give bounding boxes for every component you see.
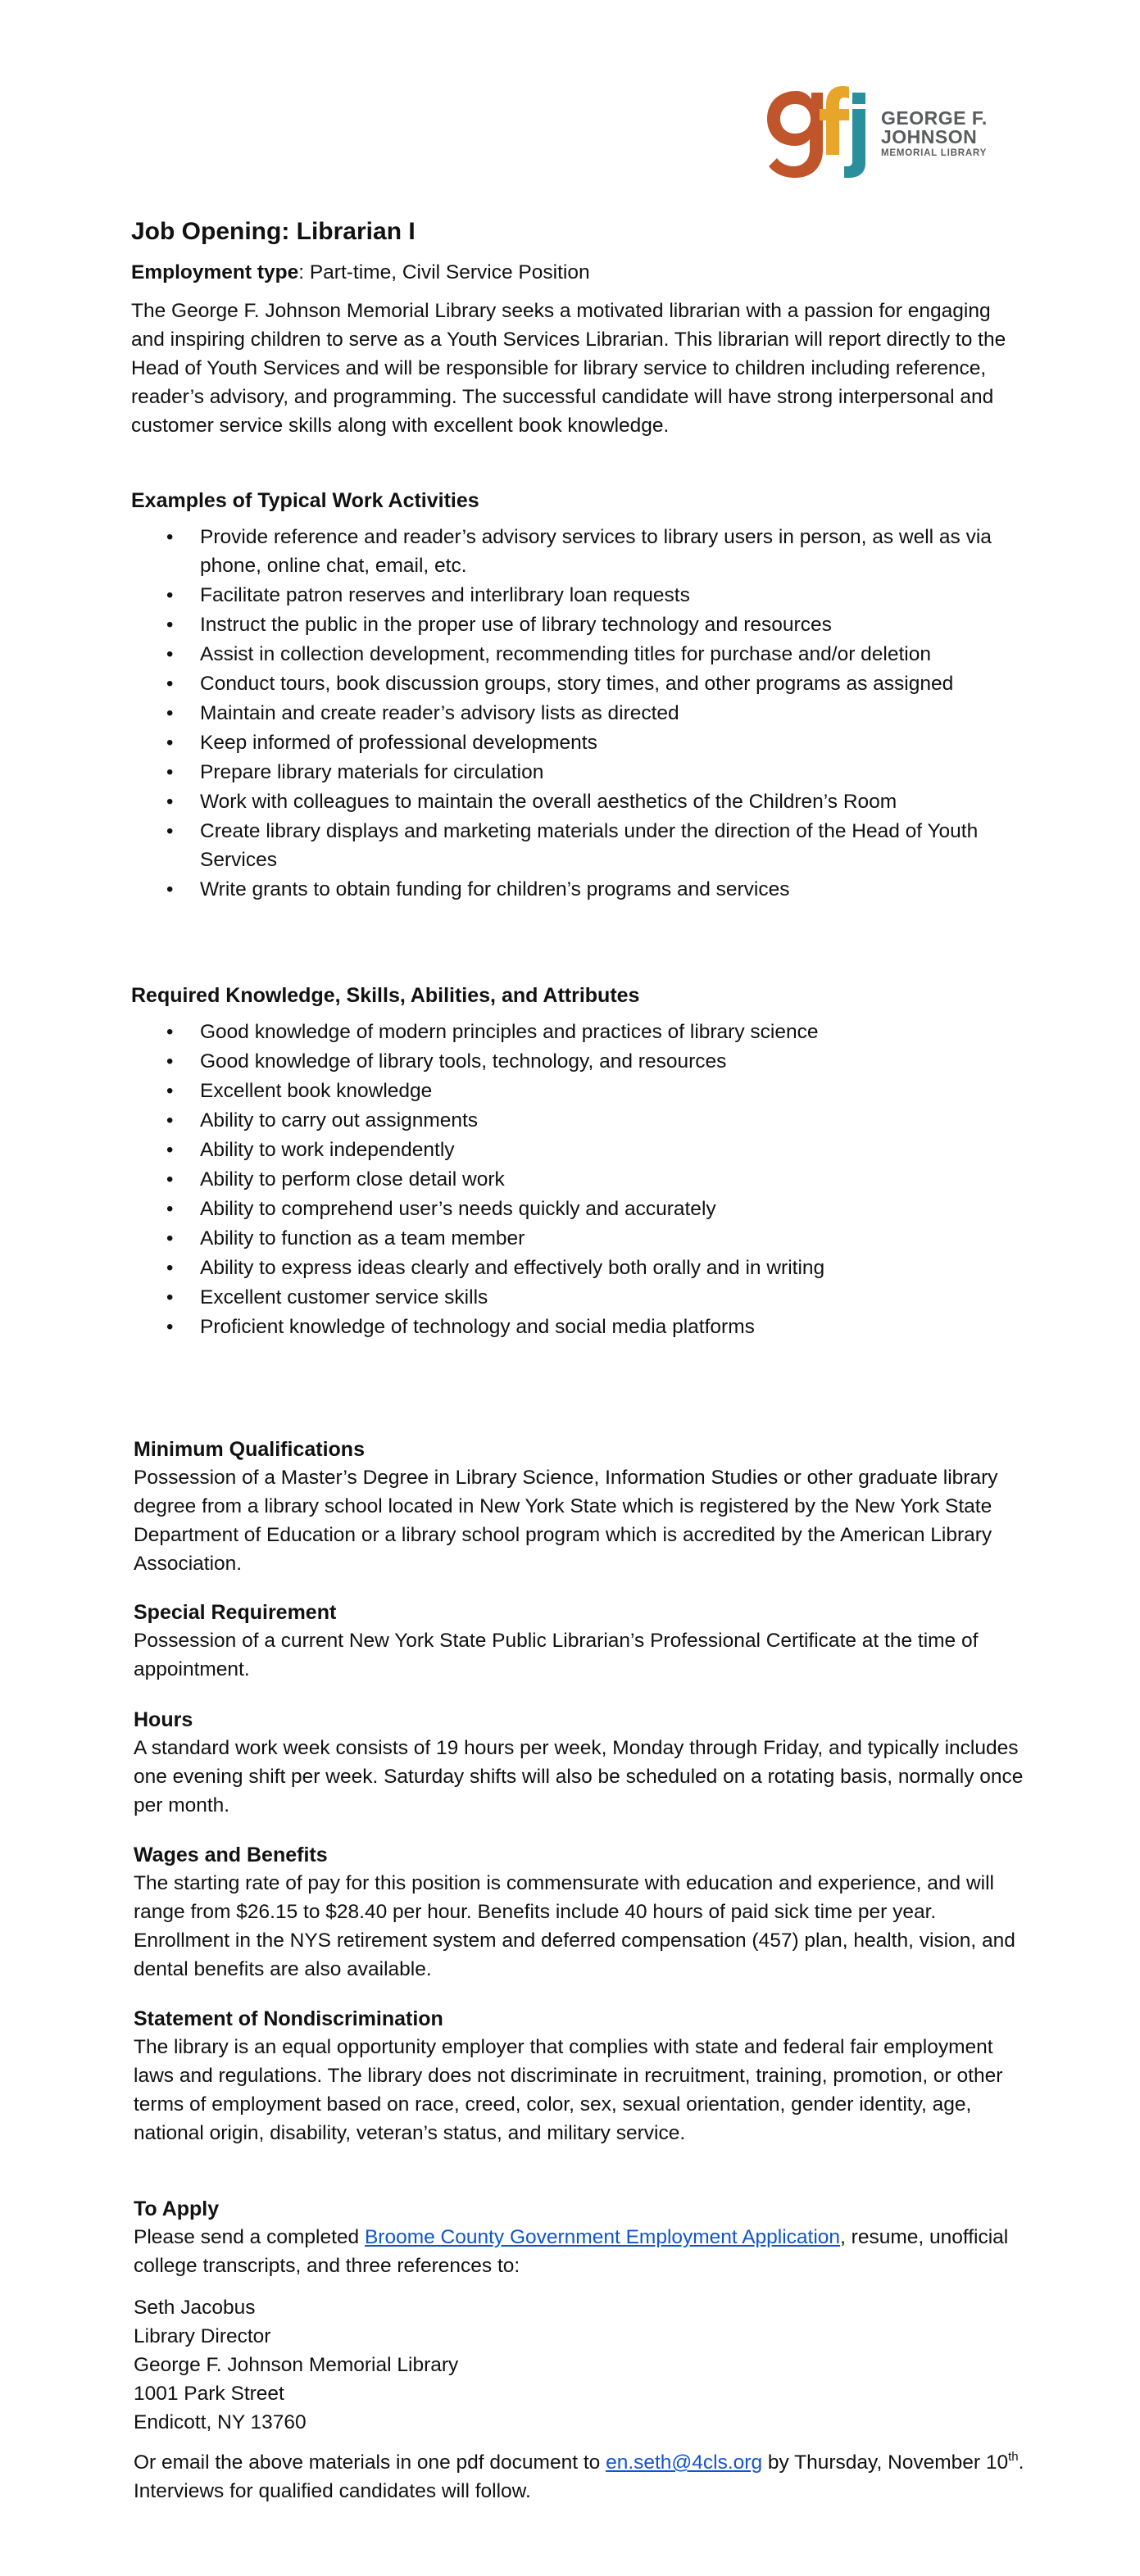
address-line: 1001 Park Street (134, 2383, 284, 2405)
nondiscrimination-heading: Statement of Nondiscrimination (134, 2007, 443, 2030)
activities-item: • Assist in collection development, recommending titles for purchase and/or deletion (131, 640, 1033, 669)
activities-item: • Prepare library materials for circulation (131, 758, 1033, 787)
hours-heading: Hours (134, 1708, 193, 1731)
special-text: Possession of a current New York State Public Librarian’s Professional Certificate at the time of appointment. (134, 1630, 979, 1680)
date-ordinal-suffix: th (1008, 2449, 1019, 2464)
activities-item: • Conduct tours, book discussion groups, story times, and other programs as assigned (131, 669, 1033, 698)
wages-heading: Wages and Benefits (134, 1844, 328, 1866)
activities-item: • Instruct the public in the proper use of library technology and resources (131, 610, 1033, 639)
email-text-after: by Thursday, November 10 (762, 2451, 1009, 2474)
skills-item: • Excellent customer service skills (131, 1283, 1033, 1312)
hours-text: A standard work week consists of 19 hours per week, Monday through Friday, and typically includes one evening shift per week. Saturday shifts will also be scheduled on a rotating basis, normally once per month. (134, 1737, 1024, 1816)
skills-item: • Good knowledge of modern principles and practices of library science (131, 1018, 1033, 1046)
employment-application-link[interactable]: Broome County Government Employment Application (364, 2226, 841, 2248)
logo-line-1: GEORGE F. (881, 107, 988, 129)
activities-item: • Maintain and create reader’s advisory lists as directed (131, 699, 1033, 728)
page-title: Job Opening: Librarian I (131, 218, 416, 245)
nondiscrimination-text: The library is an equal opportunity employer that complies with state and federal fair employment laws and regulations. The library does not discriminate in recruitment, training, promotion, or other terms of employment based on race, creed, color, sex, sexual orientation, gender identity, age, national origin, disability, veteran’s status, and military service. (134, 2036, 1003, 2144)
activities-item: • Create library displays and marketing materials under the direction of the Head of Youth Services (131, 817, 1033, 874)
email-text-end: . Interviews for qualified candidates will follow. (134, 2451, 1024, 2502)
logo-wordmark (881, 109, 988, 159)
email-instructions (134, 2448, 1027, 2506)
activities-item: • Work with colleagues to maintain the overall aesthetics of the Children’s Room (131, 787, 1033, 816)
skills-item: • Excellent book knowledge (131, 1077, 1033, 1105)
email-link[interactable]: en.seth@4cls.org (606, 2451, 763, 2474)
mailing-address (134, 2293, 1027, 2437)
apply-text-after: , resume, unofficial college transcripts, and three references to: (134, 2226, 1009, 2277)
skills-item: • Ability to function as a team member (131, 1224, 1033, 1253)
employment-type (131, 258, 1016, 287)
activities-item: • Facilitate patron reserves and interlibrary loan requests (131, 581, 1033, 610)
skills-item: • Ability to work independently (131, 1136, 1033, 1164)
logo-line-3: MEMORIAL LIBRARY (881, 148, 988, 158)
min-qual-heading: Minimum Qualifications (134, 1438, 365, 1461)
skills-item: • Ability to express ideas clearly and effectively both orally and in writing (131, 1254, 1033, 1282)
address-line: George F. Johnson Memorial Library (134, 2354, 459, 2376)
employment-type-label: Employment type (131, 261, 299, 283)
address-line: Library Director (134, 2325, 271, 2347)
skills-item: • Good knowledge of library tools, technology, and resources (131, 1047, 1033, 1076)
skills-item: • Proficient knowledge of technology and social media platforms (131, 1313, 1033, 1341)
skills-item: • Ability to carry out assignments (131, 1106, 1033, 1135)
apply-text-before: Please send a completed (134, 2226, 365, 2248)
apply-heading: To Apply (134, 2197, 220, 2220)
skills-heading: Required Knowledge, Skills, Abilities, and Attributes (131, 984, 640, 1007)
wages-text: The starting rate of pay for this position is commensurate with education and experience, and will range from $26.15 to $28.40 per hour. Benefits include 40 hours of paid sick time per year. Enrollment in the NYS retirement system and deferred compensation (457) plan, health, vision, and dental benefits are also available. (134, 1872, 1015, 1980)
activities-item: • Provide reference and reader’s advisory services to library users in person, as well as via phone, online chat, email, etc. (131, 523, 1033, 580)
skills-item: • Ability to comprehend user’s needs quickly and accurately (131, 1195, 1033, 1223)
special-heading: Special Requirement (134, 1601, 337, 1624)
activities-list (131, 523, 1033, 905)
address-line: Seth Jacobus (134, 2297, 256, 2319)
gfj-monogram-icon (764, 84, 887, 179)
logo-line-2: JOHNSON (881, 126, 978, 147)
intro-paragraph: The George F. Johnson Memorial Library seeks a motivated librarian with a passion for engaging and inspiring children to serve as a Youth Services Librarian. This librarian will report directly to the Head of Youth Services and will be responsible for library service to children including reference, reader’s advisory, and programming. The successful candidate will have strong interpersonal and customer service skills along with excellent book knowledge. (131, 300, 1006, 437)
address-line: Endicott, NY 13760 (134, 2411, 307, 2433)
activities-item: • Write grants to obtain funding for children’s programs and services (131, 875, 1033, 904)
skills-list (131, 1018, 1033, 1342)
activities-heading: Examples of Typical Work Activities (131, 489, 479, 512)
email-text-before: Or email the above materials in one pdf document to (134, 2451, 606, 2474)
employment-type-value: : Part-time, Civil Service Position (298, 261, 590, 283)
apply-text (134, 2223, 1027, 2280)
skills-item: • Ability to perform close detail work (131, 1165, 1033, 1194)
min-qual-text: Possession of a Master’s Degree in Library Science, Information Studies or other graduate library degree from a library school located in New York State which is registered by the New York State Department of Education or a library school program which is accredited by the American Library Association. (134, 1467, 998, 1575)
activities-item: • Keep informed of professional developments (131, 728, 1033, 757)
